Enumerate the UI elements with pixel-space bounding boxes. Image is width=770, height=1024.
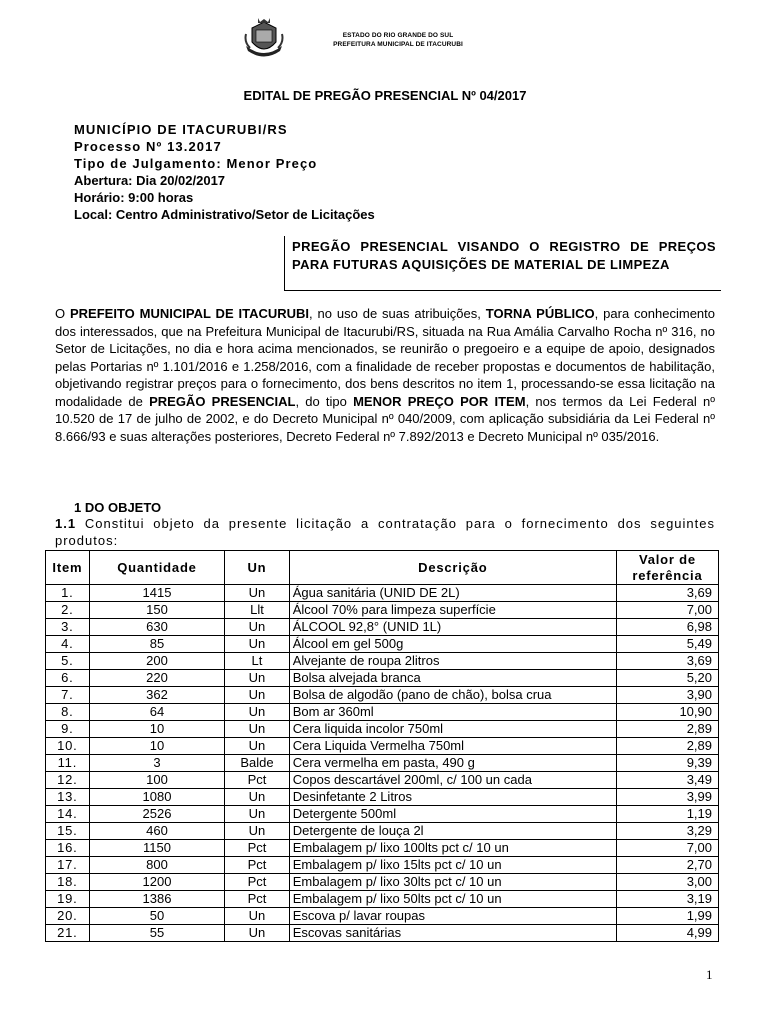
- cell-quantidade: 3: [89, 755, 224, 772]
- header-state: ESTADO DO RIO GRANDE DO SUL: [342, 32, 454, 39]
- cell-quantidade: 2526: [89, 806, 224, 823]
- cell-descricao: Alvejante de roupa 2litros: [289, 653, 616, 670]
- cell-descricao: Detergente de louça 2l: [289, 823, 616, 840]
- cell-un: Un: [225, 687, 290, 704]
- cell-item: 7.: [46, 687, 90, 704]
- cell-descricao: ÁLCOOL 92,8° (UNID 1L): [289, 619, 616, 636]
- cell-un: Un: [225, 789, 290, 806]
- table-row: [46, 653, 719, 670]
- cell-un: Un: [225, 721, 290, 738]
- header-valor: Valor de referência: [616, 551, 718, 585]
- cell-quantidade: 362: [89, 687, 224, 704]
- document-header: [0, 18, 770, 62]
- meta-horario: Horário: 9:00 horas: [74, 190, 194, 205]
- cell-valor: 3,90: [616, 687, 718, 704]
- object-box-text: PREGÃO PRESENCIAL VISANDO O REGISTRO DE PREÇOS PARA FUTURAS AQUISIÇÕES DE MATERIAL DE LIMPEZA: [292, 239, 716, 272]
- meta-municipio: MUNICÍPIO DE ITACURUBI/RS: [74, 122, 288, 137]
- cell-descricao: Cera liquida incolor 750ml: [289, 721, 616, 738]
- intro-text-2: , no uso de suas atribuições,: [309, 306, 486, 321]
- cell-un: Un: [225, 704, 290, 721]
- cell-un: Balde: [225, 755, 290, 772]
- cell-valor: 10,90: [616, 704, 718, 721]
- table-row: [46, 636, 719, 653]
- cell-item: 15.: [46, 823, 90, 840]
- table-row: [46, 908, 719, 925]
- meta-local: Local: Centro Administrativo/Setor de Licitações: [74, 207, 375, 222]
- cell-quantidade: 85: [89, 636, 224, 653]
- cell-valor: 3,29: [616, 823, 718, 840]
- cell-item: 11.: [46, 755, 90, 772]
- cell-quantidade: 1200: [89, 874, 224, 891]
- cell-un: Un: [225, 908, 290, 925]
- cell-valor: 7,00: [616, 840, 718, 857]
- header-descricao: Descrição: [289, 551, 616, 585]
- header-text: [298, 31, 498, 49]
- cell-un: Un: [225, 925, 290, 942]
- cell-quantidade: 1150: [89, 840, 224, 857]
- table-row: [46, 874, 719, 891]
- cell-valor: 5,20: [616, 670, 718, 687]
- cell-quantidade: 460: [89, 823, 224, 840]
- intro-text-5: , nos termos da Lei Federal nº 10.520 de 17 de julho de 2002, e do Decreto Municipal nº 040/2009, com aplicação subsidiária da Lei Federal nº 8.666/93 e suas alterações posteriores, Decreto Federal nº 7.892/2013 e Decreto Municipal nº 035/2016.: [55, 393, 715, 444]
- cell-quantidade: 55: [89, 925, 224, 942]
- cell-valor: 3,99: [616, 789, 718, 806]
- table-row: [46, 840, 719, 857]
- cell-quantidade: 1080: [89, 789, 224, 806]
- cell-valor: 2,89: [616, 738, 718, 755]
- cell-valor: 1,19: [616, 806, 718, 823]
- cell-valor: 3,19: [616, 891, 718, 908]
- cell-item: 10.: [46, 738, 90, 755]
- cell-quantidade: 64: [89, 704, 224, 721]
- table-row: [46, 585, 719, 602]
- intro-bold-torna-publico: TORNA PÚBLICO: [485, 306, 595, 321]
- cell-un: Pct: [225, 772, 290, 789]
- cell-quantidade: 50: [89, 908, 224, 925]
- cell-item: 2.: [46, 602, 90, 619]
- cell-descricao: Embalagem p/ lixo 100lts pct c/ 10 un: [289, 840, 616, 857]
- cell-valor: 7,00: [616, 602, 718, 619]
- cell-valor: 2,89: [616, 721, 718, 738]
- cell-descricao: Álcool 70% para limpeza superfície: [289, 602, 616, 619]
- items-table: [45, 550, 719, 942]
- cell-item: 19.: [46, 891, 90, 908]
- cell-descricao: Bom ar 360ml: [289, 704, 616, 721]
- cell-item: 16.: [46, 840, 90, 857]
- cell-descricao: Desinfetante 2 Litros: [289, 789, 616, 806]
- cell-valor: 3,69: [616, 653, 718, 670]
- cell-descricao: Cera Liquida Vermelha 750ml: [289, 738, 616, 755]
- cell-descricao: Escovas sanitárias: [289, 925, 616, 942]
- cell-un: Pct: [225, 857, 290, 874]
- table-row: [46, 789, 719, 806]
- table-row: [46, 687, 719, 704]
- cell-item: 3.: [46, 619, 90, 636]
- cell-descricao: Embalagem p/ lixo 15lts pct c/ 10 un: [289, 857, 616, 874]
- cell-valor: 3,69: [616, 585, 718, 602]
- table-row: [46, 704, 719, 721]
- cell-un: Un: [225, 823, 290, 840]
- cell-un: Un: [225, 806, 290, 823]
- municipal-crest-icon: [244, 18, 284, 60]
- edital-title: EDITAL DE PREGÃO PRESENCIAL Nº 04/2017: [243, 88, 527, 103]
- cell-valor: 6,98: [616, 619, 718, 636]
- intro-bold-pregao: PREGÃO PRESENCIAL: [149, 393, 296, 409]
- cell-valor: 4,99: [616, 925, 718, 942]
- cell-item: 13.: [46, 789, 90, 806]
- cell-quantidade: 800: [89, 857, 224, 874]
- cell-item: 8.: [46, 704, 90, 721]
- cell-valor: 5,49: [616, 636, 718, 653]
- edital-meta: [74, 121, 375, 223]
- cell-item: 6.: [46, 670, 90, 687]
- cell-un: Pct: [225, 874, 290, 891]
- cell-item: 18.: [46, 874, 90, 891]
- cell-un: Un: [225, 636, 290, 653]
- cell-descricao: Embalagem p/ lixo 50lts pct c/ 10 un: [289, 891, 616, 908]
- cell-un: Lt: [225, 653, 290, 670]
- intro-text-1: O: [55, 306, 70, 321]
- cell-quantidade: 630: [89, 619, 224, 636]
- cell-quantidade: 220: [89, 670, 224, 687]
- cell-un: Un: [225, 585, 290, 602]
- cell-un: Un: [225, 619, 290, 636]
- table-row: [46, 823, 719, 840]
- cell-descricao: Cera vermelha em pasta, 490 g: [289, 755, 616, 772]
- table-row: [46, 806, 719, 823]
- subsection-1-1: [55, 515, 715, 549]
- cell-descricao: Álcool em gel 500g: [289, 636, 616, 653]
- subsection-number: 1.1: [55, 516, 77, 531]
- meta-julgamento: Tipo de Julgamento: Menor Preço: [74, 156, 318, 171]
- table-row: [46, 602, 719, 619]
- page-number: 1: [706, 967, 713, 982]
- cell-quantidade: 10: [89, 738, 224, 755]
- cell-quantidade: 150: [89, 602, 224, 619]
- cell-valor: 3,00: [616, 874, 718, 891]
- cell-item: 14.: [46, 806, 90, 823]
- table-row: [46, 670, 719, 687]
- cell-un: Pct: [225, 891, 290, 908]
- cell-un: Un: [225, 670, 290, 687]
- table-row: [46, 721, 719, 738]
- cell-valor: 9,39: [616, 755, 718, 772]
- cell-item: 12.: [46, 772, 90, 789]
- table-row: [46, 891, 719, 908]
- intro-text-4: , do tipo: [295, 393, 354, 409]
- cell-item: 20.: [46, 908, 90, 925]
- cell-item: 17.: [46, 857, 90, 874]
- table-header-row: [46, 551, 719, 585]
- cell-item: 5.: [46, 653, 90, 670]
- table-row: [46, 857, 719, 874]
- section-title: 1 DO OBJETO: [74, 500, 162, 515]
- cell-un: Llt: [225, 602, 290, 619]
- cell-un: Pct: [225, 840, 290, 857]
- cell-descricao: Água sanitária (UNID DE 2L): [289, 585, 616, 602]
- table-row: [46, 619, 719, 636]
- cell-item: 9.: [46, 721, 90, 738]
- header-item: Item: [46, 551, 90, 585]
- table-row: [46, 772, 719, 789]
- intro-text-3: , para conhecimento dos interessados, que na Prefeitura Municipal de Itacurubi/RS, situada na Rua Amália Carvalho Rocha nº 316, no Setor de Licitações, no dia e hora acima mencionados, se reunirão o pregoeiro e a equipe de apoio, designados pelas Portarias nº 1.101/2016 e 1.258/2016, com a finalidade de receber propostas e documentos de habilitação, objetivando registrar preços para o fornecimento, dos bens descritos no item 1, processando-se essa licitação na modalidade de: [55, 306, 715, 409]
- intro-bold-menor-preco: MENOR PREÇO POR ITEM: [353, 393, 526, 409]
- table-row: [46, 738, 719, 755]
- cell-valor: 1,99: [616, 908, 718, 925]
- cell-valor: 2,70: [616, 857, 718, 874]
- cell-item: 1.: [46, 585, 90, 602]
- cell-descricao: Bolsa de algodão (pano de chão), bolsa crua: [289, 687, 616, 704]
- cell-item: 4.: [46, 636, 90, 653]
- cell-item: 21.: [46, 925, 90, 942]
- cell-descricao: Escova p/ lavar roupas: [289, 908, 616, 925]
- cell-quantidade: 1386: [89, 891, 224, 908]
- table-row: [46, 755, 719, 772]
- meta-processo: Processo Nº 13.2017: [74, 139, 222, 154]
- cell-quantidade: 100: [89, 772, 224, 789]
- intro-bold-prefeito: PREFEITO MUNICIPAL DE ITACURUBI: [70, 306, 310, 321]
- header-prefeitura: PREFEITURA MUNICIPAL DE ITACURUBI: [333, 41, 463, 48]
- cell-descricao: Copos descartável 200ml, c/ 100 un cada: [289, 772, 616, 789]
- table-row: [46, 925, 719, 942]
- cell-descricao: Embalagem p/ lixo 30lts pct c/ 10 un: [289, 874, 616, 891]
- cell-descricao: Detergente 500ml: [289, 806, 616, 823]
- meta-abertura: Abertura: Dia 20/02/2017: [74, 173, 226, 188]
- cell-un: Un: [225, 738, 290, 755]
- cell-valor: 3,49: [616, 772, 718, 789]
- subsection-text: Constitui objeto da presente licitação a contratação para o fornecimento dos seguintes produtos:: [55, 516, 715, 548]
- header-un: Un: [225, 551, 290, 585]
- intro-paragraph: [55, 305, 715, 445]
- cell-quantidade: 1415: [89, 585, 224, 602]
- cell-descricao: Bolsa alvejada branca: [289, 670, 616, 687]
- cell-quantidade: 10: [89, 721, 224, 738]
- cell-quantidade: 200: [89, 653, 224, 670]
- header-quantidade: Quantidade: [89, 551, 224, 585]
- object-box: [284, 236, 721, 291]
